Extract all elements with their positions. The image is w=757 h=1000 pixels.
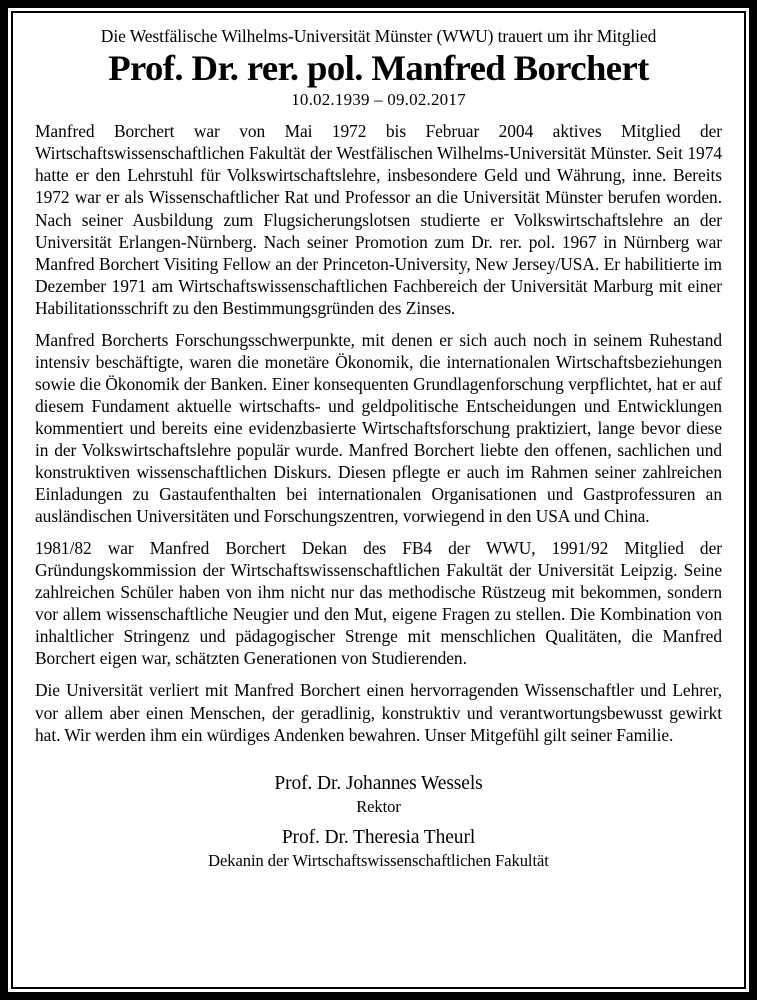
- body-paragraph: Manfred Borchert war von Mai 1972 bis Februar 2004 aktives Mitglied der Wirtschaftswissenschaftlichen Fakultät der Westfälischen Wilhelms-Universität Münster. Seit 1974 hatte er den Lehrstuhl für Volkswirtschaftslehre, insbesondere Geld und Währung, inne. Bereits 1972 war er als Wissenschaftlicher Rat und Professor an die Universität Münster berufen worden. Nach seiner Ausbildung zum Flugsicherungslotsen studierte er Volkswirtschaftslehre an der Universität Erlangen-Nürnberg. Nach seiner Promotion zum Dr. rer. pol. 1967 in Nürnberg war Manfred Borchert Visiting Fellow an der Princeton-University, New Jersey/USA. Er habilitierte im Dezember 1971 am Wirtschaftswissenschaftlichen Fachbereich der Universität Marburg mit einer Habilitationsschrift zu den Bestimmungsgründen des Zinses.: [35, 121, 722, 318]
- body-paragraph: Manfred Borcherts Forschungsschwerpunkte, mit denen er sich auch noch in seinem Ruhestand intensiv beschäftigte, waren die monetäre Ökonomik, die internationalen Wirtschaftsbeziehungen sowie die Ökonomik der Banken. Einer konsequenten Grundlagenforschung verpflichtet, hat er auf diesem Fundament aktuelle wirtschafts- und geldpolitische Entscheidungen und Entwicklungen kommentiert und bereits eine evidenzbasierte Wirtschaftsforschung praktiziert, lange bevor diese in der Volkswirtschaftslehre populär wurde. Manfred Borchert liebte den offenen, sachlichen und konstruktiven wissenschaftlichen Diskurs. Diesen pflegte er auch im Rahmen seiner zahlreichen Einladungen zu Gastaufenthalten bei internationalen Organisationen und Gastprofessuren an ausländischen Universitäten und Forschungszentren, vorwiegend in den USA und China.: [35, 329, 722, 527]
- signatory-role: Rektor: [356, 796, 401, 816]
- preamble-line: Die Westfälische Wilhelms-Universität Münster (WWU) trauert um ihr Mitglied: [100, 26, 657, 46]
- signatory: [35, 826, 722, 872]
- signatory-role: Dekanin der Wirtschaftswissenschaftlichen Fakultät: [208, 851, 549, 871]
- body-paragraph: Die Universität verliert mit Manfred Borchert einen hervorragenden Wissenschaftler und Lehrer, vor allem aber einen Menschen, der geradlinig, konstruktiv und verantwortungsbewusst gewirkt hat. Wir werden ihm ein würdiges Andenken bewahren. Unser Mitgefühl gilt seiner Familie.: [35, 680, 722, 745]
- signature-block: [35, 772, 722, 872]
- obituary-body: [35, 120, 722, 745]
- signatory: [35, 772, 722, 818]
- body-paragraph: 1981/82 war Manfred Borchert Dekan des FB4 der WWU, 1991/92 Mitglied der Gründungskommission der Wirtschaftswissenschaftlichen Fakultät der Universität Leipzig. Seine zahlreichen Schüler haben von ihm nicht nur das methodische Rüstzeug mit bekommen, sondern vor allem wissenschaftliche Neugier und den Mut, eigene Fragen zu stellen. Die Kombination von inhaltlicher Stringenz und pädagogischer Strenge mit menschlichen Qualitäten, die Manfred Borchert eigen war, schätzten Generationen von Studierenden.: [35, 538, 722, 669]
- notice-content-area: [11, 11, 746, 989]
- deceased-name: Prof. Dr. rer. pol. Manfred Borchert: [108, 47, 649, 88]
- mourning-border-gap: [8, 8, 749, 992]
- signatory-name: Prof. Dr. Theresia Theurl: [281, 827, 476, 849]
- signatory-name: Prof. Dr. Johannes Wessels: [274, 772, 483, 794]
- lifespan-dates: 10.02.1939 – 09.02.2017: [291, 89, 466, 109]
